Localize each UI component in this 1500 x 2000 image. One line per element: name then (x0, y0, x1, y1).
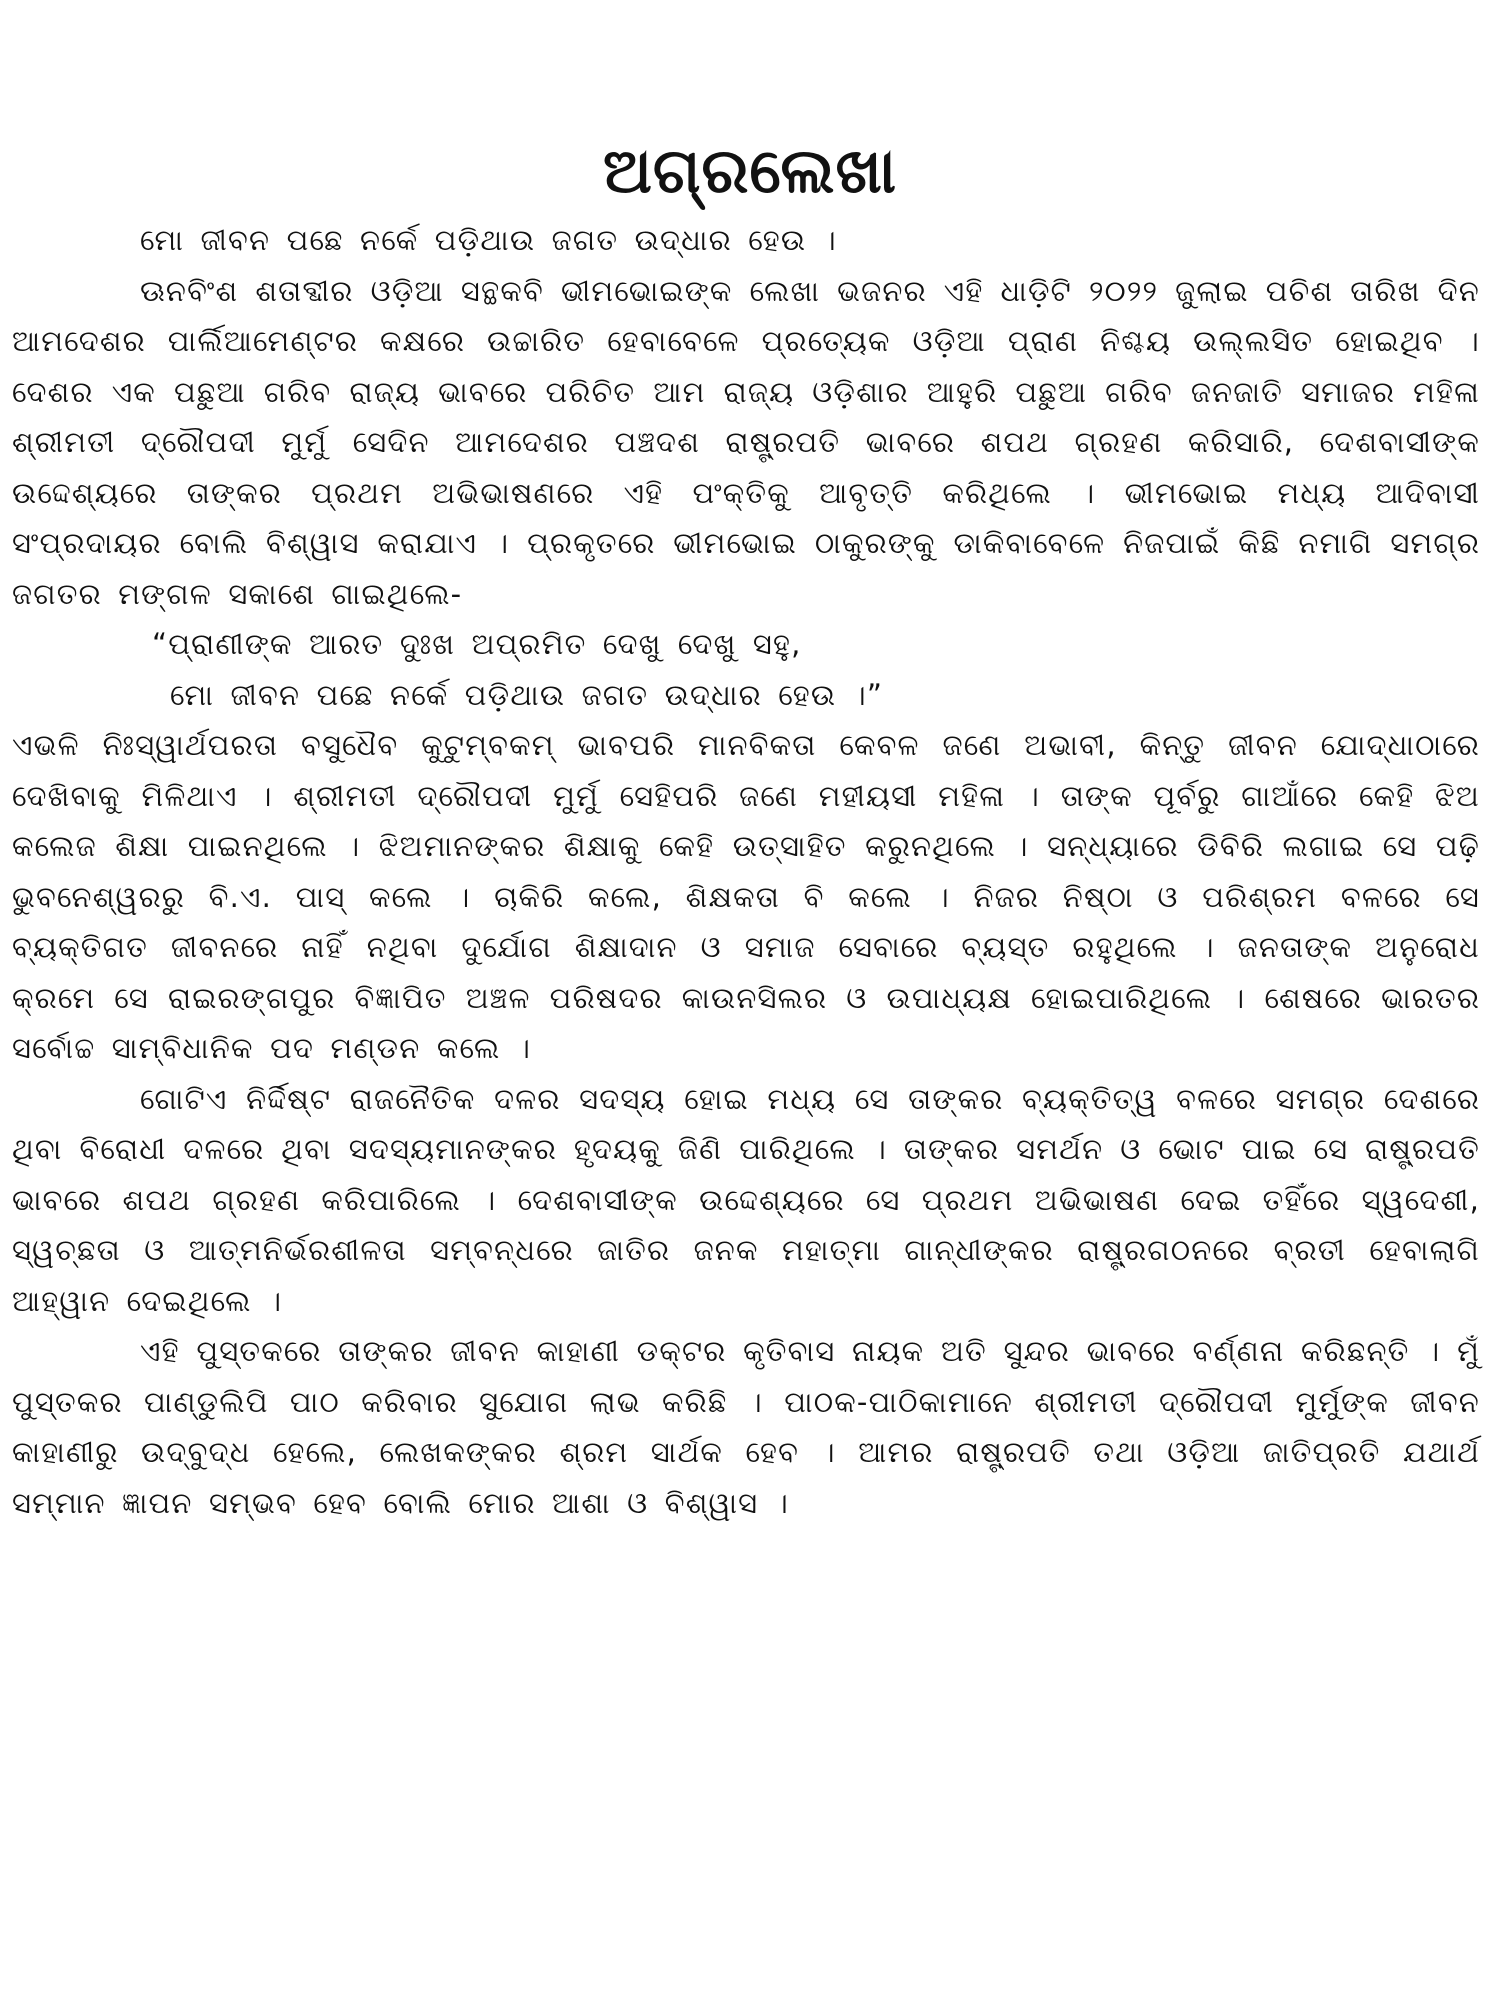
opening-line: ମୋ ଜୀବନ ପଛେ ନର୍କେ ପଡ଼ିଥାଉ ଜଗତ ଉଦ୍ଧାର ହେଉ । (140, 223, 837, 257)
paragraph-politics: ଗୋଟିଏ ନିର୍ଦ୍ଦିଷ୍ଟ ରାଜନୈତିକ ଦଳର ସଦସ୍ୟ ହୋଇ ମଧ୍ୟ ସେ ତାଙ୍କର ବ୍ୟକ୍ତିତ୍ୱ ବଳରେ ସମଗ୍ର ଦେଶରେ ଥିବା ବିରୋଧୀ ଦଳରେ ଥିବା ସଦସ୍ୟମାନଙ୍କର ହୃଦୟକୁ ଜିଣି ପାରିଥିଲେ । ତାଙ୍କର ସମର୍ଥନ ଓ ଭୋଟ ପାଇ ସେ ରାଷ୍ଟ୍ରପତି ଭାବରେ ଶପଥ ଗ୍ରହଣ କରିପାରିଲେ । ଦେଶବାସୀଙ୍କ ଉଦ୍ଦେଶ୍ୟରେ ସେ ପ୍ରଥମ ଅଭିଭାଷଣ ଦେଇ ତହିଁରେ ସ୍ୱଦେଶୀ, ସ୍ୱଚ୍ଛତା ଓ ଆତ୍ମନିର୍ଭରଶୀଳତା ସମ୍ବନ୍ଧରେ ଜାତିର ଜନକ ମହାତ୍ମା ଗାନ୍ଧୀଙ୍କର ରାଷ୍ଟ୍ରଗଠନରେ ବ୍ରତୀ ହେବାଲାଗି ଆହ୍ୱାନ ଦେଇଥିଲେ । (12, 1081, 1480, 1318)
poem-line-1: “ପ୍ରାଣୀଙ୍କ ଆରତ ଦୁଃଖ ଅପ୍ରମିତ ଦେଖୁ ଦେଖୁ ସହୁ, (152, 627, 802, 661)
document-body (12, 215, 1480, 1528)
paragraph-intro: ଊନବିଂଶ ଶତାବ୍ଦୀର ଓଡ଼ିଆ ସନ୍ଥକବି ଭୀମଭୋଇଙ୍କ ଲେଖା ଭଜନର ଏହି ଧାଡ଼ିଟି ୨୦୨୨ ଜୁଲାଇ ପଚିଶ ତାରିଖ ଦିନ ଆମଦେଶର ପାର୍ଲିଆମେଣ୍ଟର କକ୍ଷରେ ଉଚ୍ଚାରିତ ହେବାବେଳେ ପ୍ରତ୍ୟେକ ଓଡ଼ିଆ ପ୍ରାଣ ନିଶ୍ଚୟ ଉଲ୍ଲସିତ ହୋଇଥିବ । ଦେଶର ଏକ ପଛୁଆ ଗରିବ ରାଜ୍ୟ ଭାବରେ ପରିଚିତ ଆମ ରାଜ୍ୟ ଓଡ଼ିଶାର ଆହୁରି ପଛୁଆ ଗରିବ ଜନଜାତି ସମାଜର ମହିଳା ଶ୍ରୀମତୀ ଦ୍ରୌପଦୀ ମୁର୍ମୁ ସେଦିନ ଆମଦେଶର ପଞ୍ଚଦଶ ରାଷ୍ଟ୍ରପତି ଭାବରେ ଶପଥ ଗ୍ରହଣ କରିସାରି, ଦେଶବାସୀଙ୍କ ଉଦ୍ଦେଶ୍ୟରେ ତାଙ୍କର ପ୍ରଥମ ଅଭିଭାଷଣରେ ଏହି ପଂକ୍ତିକୁ ଆବୃତ୍ତି କରିଥିଲେ । ଭୀମଭୋଇ ମଧ୍ୟ ଆଦିବାସୀ ସଂପ୍ରଦାୟର ବୋଲି ବିଶ୍ୱାସ କରାଯାଏ । ପ୍ରକୃତରେ ଭୀମଭୋଇ ଠାକୁରଙ୍କୁ ଡାକିବାବେଳେ ନିଜପାଇଁ କିଛି ନମାଗି ସମଗ୍ର ଜଗତର ମଙ୍ଗଳ ସକାଶେ ଗାଇଥିଲେ- (12, 273, 1480, 611)
page-title: ଅଗ୍ରଲେଖା (602, 133, 898, 207)
poem-line-2: ମୋ ଜୀବନ ପଛେ ନର୍କେ ପଡ଼ିଥାଉ ଜଗତ ଉଦ୍ଧାର ହେଉ ।” (170, 677, 884, 712)
poem-quote (12, 619, 1480, 720)
paragraph-biography: ଏଭଳି ନିଃସ୍ୱାର୍ଥପରତା ବସୁଧୈବ କୁଟୁମ୍ବକମ୍ ଭାବପରି ମାନବିକତା କେବଳ ଜଣେ ଅଭାବୀ, କିନ୍ତୁ ଜୀବନ ଯୋଦ୍ଧାଠାରେ ଦେଖିବାକୁ ମିଳିଥାଏ । ଶ୍ରୀମତୀ ଦ୍ରୌପଦୀ ମୁର୍ମୁ ସେହିପରି ଜଣେ ମହୀୟସୀ ମହିଳା । ତାଙ୍କ ପୂର୍ବରୁ ଗାଆଁରେ କେହି ଝିଅ କଲେଜ ଶିକ୍ଷା ପାଇନଥିଲେ । ଝିଅମାନଙ୍କର ଶିକ୍ଷାକୁ କେହି ଉତ୍ସାହିତ କରୁନଥିଲେ । ସନ୍ଧ୍ୟାରେ ଡିବିରି ଲଗାଇ ସେ ପଢ଼ି ଭୁବନେଶ୍ୱରରୁ ବି.ଏ. ପାସ୍ କଲେ । ଚାକିରି କଲେ, ଶିକ୍ଷକତା ବି କଲେ । ନିଜର ନିଷ୍ଠା ଓ ପରିଶ୍ରମ ବଳରେ ସେ ବ୍ୟକ୍ତିଗତ ଜୀବନରେ ନାହିଁ ନଥିବା ଦୁର୍ଯୋଗ ଶିକ୍ଷାଦାନ ଓ ସମାଜ ସେବାରେ ବ୍ୟସ୍ତ ରହୁଥିଲେ । ଜନତାଙ୍କ ଅନୁରୋଧ କ୍ରମେ ସେ ରାଇରଙ୍ଗପୁର ବିଜ୍ଞାପିତ ଅଞ୍ଚଳ ପରିଷଦର କାଉନସିଲର ଓ ଉପାଧ୍ୟକ୍ଷ ହୋଇପାରିଥିଲେ । ଶେଷରେ ଭାରତର ସର୍ବୋଚ୍ଚ ସାମ୍ବିଧାନିକ ପଦ ମଣ୍ଡନ କଲେ । (12, 728, 1481, 1065)
paragraph-closing: ଏହି ପୁସ୍ତକରେ ତାଙ୍କର ଜୀବନ କାହାଣୀ ଡକ୍ଟର କୃତିବାସ ନାୟକ ଅତି ସୁନ୍ଦର ଭାବରେ ବର୍ଣ୍ଣନା କରିଛନ୍ତି । ମୁଁ ପୁସ୍ତକର ପାଣ୍ଡୁଲିପି ପାଠ କରିବାର ସୁଯୋଗ ଲାଭ କରିଛି । ପାଠକ-ପାଠିକାମାନେ ଶ୍ରୀମତୀ ଦ୍ରୌପଦୀ ମୁର୍ମୁଙ୍କ ଜୀବନ କାହାଣୀରୁ ଉଦ୍‌ବୁଦ୍ଧ ହେଲେ, ଲେଖକଙ୍କର ଶ୍ରମ ସାର୍ଥକ ହେବ । ଆମର ରାଷ୍ଟ୍ରପତି ତଥା ଓଡ଼ିଆ ଜାତିପ୍ରତି ଯଥାର୍ଥ ସମ୍ମାନ ଜ୍ଞାପନ ସମ୍ଭବ ହେବ ବୋଲି ମୋର ଆଶା ଓ ବିଶ୍ୱାସ । (12, 1334, 1480, 1520)
